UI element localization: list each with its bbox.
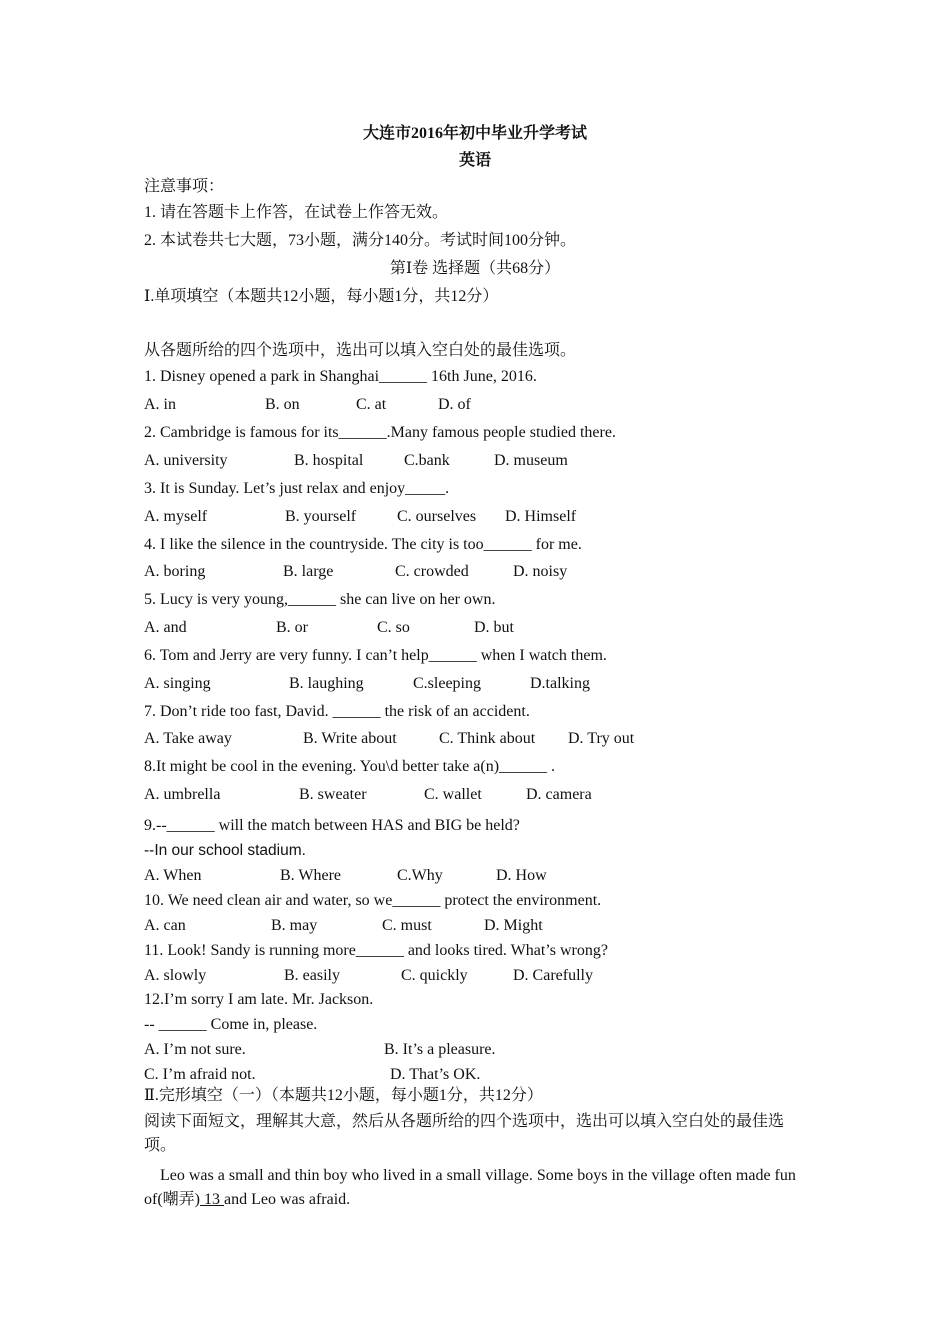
dialogue-answer: --In our school stadium. xyxy=(144,842,306,859)
question-stem: 3. It is Sunday. Let’s just relax and enjoy_____. xyxy=(144,480,450,497)
dialogue-answer: -- ______ Come in, please. xyxy=(144,1016,318,1033)
option-a: A. singing xyxy=(144,675,211,692)
option-d: D. but xyxy=(474,619,514,636)
option-c: C. must xyxy=(382,917,432,934)
option-b: B. hospital xyxy=(294,452,364,469)
option-b: B. Write about xyxy=(303,730,397,747)
section-title: Ⅱ.完形填空（一）（本题共12小题，每小题1分，共12分） xyxy=(144,1087,543,1104)
option-d: D. of xyxy=(438,396,471,413)
option-b: B. laughing xyxy=(289,675,364,692)
option-b: B. large xyxy=(283,563,334,580)
question-stem: 8.It might be cool in the evening. You\d better take a(n)______ . xyxy=(144,758,556,775)
option-c: C. ourselves xyxy=(397,508,477,525)
option-b: B. It’s a pleasure. xyxy=(384,1041,496,1058)
option-a: A. myself xyxy=(144,508,208,525)
option-b: B. or xyxy=(276,619,308,636)
option-d: D. Try out xyxy=(568,730,635,747)
option-d: D. Himself xyxy=(505,508,577,525)
option-c: C.bank xyxy=(404,452,450,469)
option-a: A. in xyxy=(144,396,176,413)
section-title: Ⅰ.单项填空（本题共12小题，每小题1分，共12分） xyxy=(144,288,499,305)
question-stem: 4. I like the silence in the countryside. The city is too______ for me. xyxy=(144,536,582,553)
option-a: A. Take away xyxy=(144,730,232,747)
question-stem: 11. Look! Sandy is running more______ and looks tired. What’s wrong? xyxy=(144,942,608,959)
question-stem: 2. Cambridge is famous for its______.Many famous people studied there. xyxy=(144,424,616,441)
option-c: C. I’m afraid not. xyxy=(144,1066,256,1083)
volume-title: 第Ⅰ卷 选择题（共68分） xyxy=(389,260,561,277)
option-a: A. can xyxy=(144,917,186,934)
option-d: D. That’s OK. xyxy=(390,1066,481,1083)
option-c: C. so xyxy=(377,619,410,636)
option-c: C. at xyxy=(356,396,387,413)
note-item: 1. 请在答题卡上作答，在试卷上作答无效。 xyxy=(144,204,449,221)
blank-13: 13 xyxy=(200,1191,224,1208)
question-stem: 5. Lucy is very young,______ she can live on her own. xyxy=(144,591,496,608)
option-c: C. crowded xyxy=(395,563,469,580)
option-c: C.Why xyxy=(397,867,443,884)
option-a: A. boring xyxy=(144,563,206,580)
option-d: D. Carefully xyxy=(513,967,593,984)
option-d: D. noisy xyxy=(513,563,568,580)
option-a: A. When xyxy=(144,867,202,884)
option-d: D. museum xyxy=(494,452,568,469)
option-c: C.sleeping xyxy=(413,675,481,692)
option-a: A. and xyxy=(144,619,187,636)
option-d: D. How xyxy=(496,867,547,884)
option-b: B. on xyxy=(265,396,300,413)
question-stem: 7. Don’t ride too fast, David. ______ the risk of an accident. xyxy=(144,703,530,720)
option-c: C. Think about xyxy=(439,730,536,747)
option-b: B. yourself xyxy=(285,508,357,525)
question-stem: 6. Tom and Jerry are very funny. I can’t help______ when I watch them. xyxy=(144,647,607,664)
section-instruction: 阅读下面短文，理解其大意，然后从各题所给的四个选项中，选出可以填入空白处的最佳选项。 xyxy=(144,1113,785,1154)
option-d: D. camera xyxy=(526,786,592,803)
option-d: D. Might xyxy=(484,917,543,934)
question-stem: 10. We need clean air and water, so we______ protect the environment. xyxy=(144,892,602,909)
passage-text: Leo was a small and thin boy who lived in a small village. Some boys in the village often made fun of(嘲弄) xyxy=(144,1167,796,1208)
note-item: 2. 本试卷共七大题，73小题，满分140分。考试时间100分钟。 xyxy=(144,232,577,249)
exam-title: 大连市2016年初中毕业升学考试 xyxy=(362,125,587,142)
option-a: A. slowly xyxy=(144,967,207,984)
option-b: B. may xyxy=(271,917,318,934)
option-c: C. quickly xyxy=(401,967,468,984)
question-stem: 12.I’m sorry I am late. Mr. Jackson. xyxy=(144,991,374,1008)
passage-paragraph xyxy=(144,1164,804,1212)
option-b: B. sweater xyxy=(299,786,367,803)
exam-subject: 英语 xyxy=(458,152,491,169)
option-d: D.talking xyxy=(530,675,590,692)
option-b: B. Where xyxy=(280,867,342,884)
option-a: A. umbrella xyxy=(144,786,221,803)
question-stem: 1. Disney opened a park in Shanghai______ 16th June, 2016. xyxy=(144,368,537,385)
question-stem: 9.--______ will the match between HAS and BIG be held? xyxy=(144,817,520,834)
option-a: A. university xyxy=(144,452,228,469)
passage-text: and Leo was afraid. xyxy=(224,1191,351,1208)
option-a: A. I’m not sure. xyxy=(144,1041,246,1058)
section-instruction: 从各题所给的四个选项中，选出可以填入空白处的最佳选项。 xyxy=(144,342,577,359)
notes-heading: 注意事项： xyxy=(144,178,225,195)
option-c: C. wallet xyxy=(424,786,482,803)
option-b: B. easily xyxy=(284,967,340,984)
